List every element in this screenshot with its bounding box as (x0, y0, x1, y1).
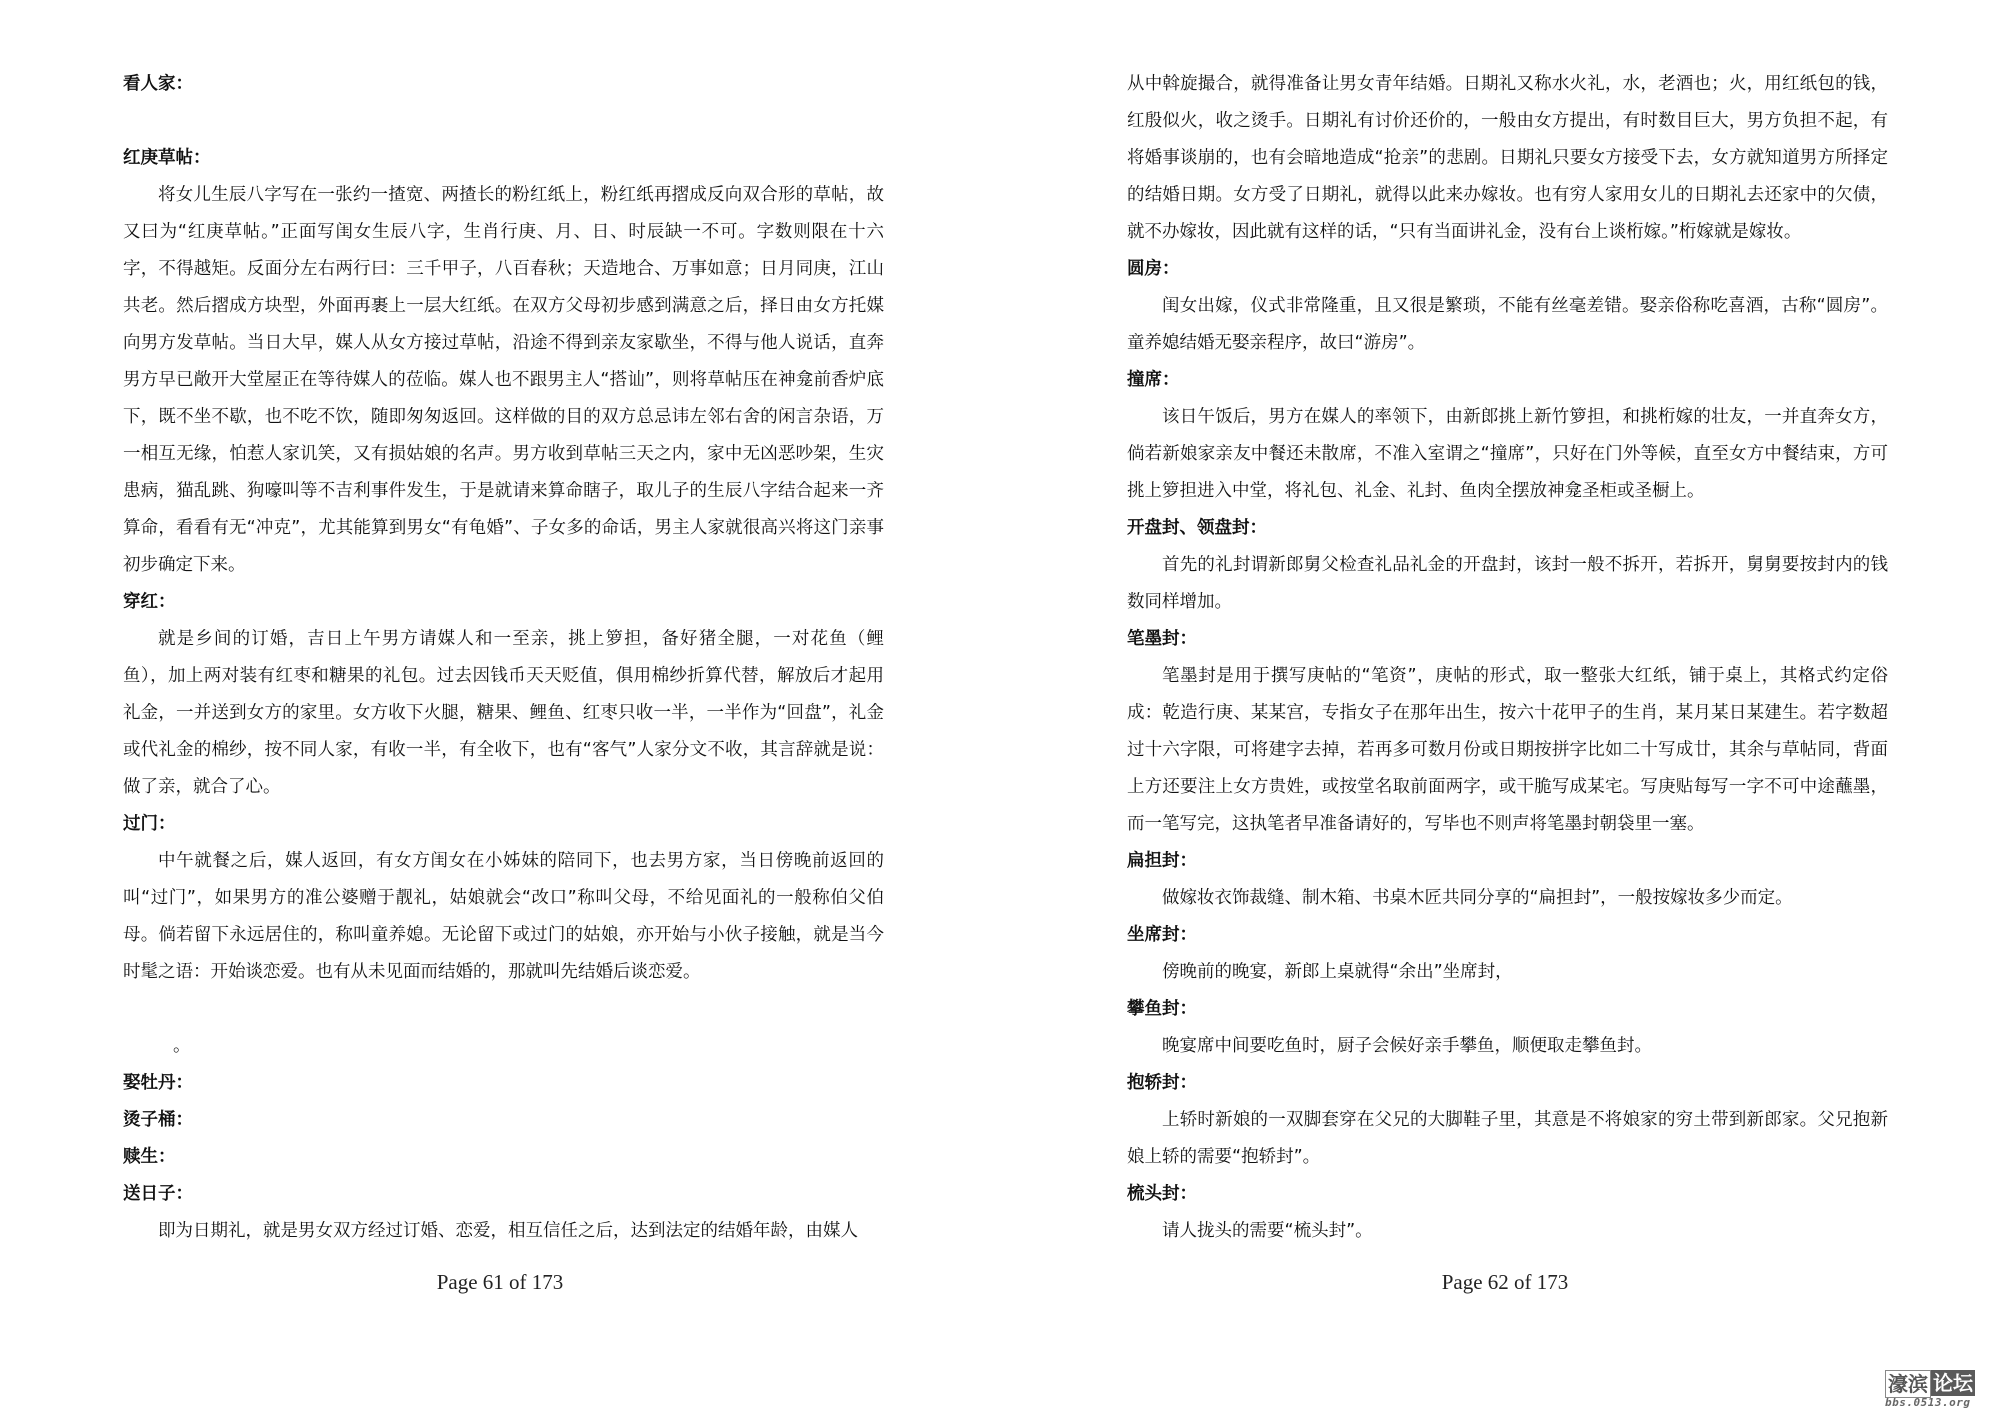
paragraph-biandanfeng: 做嫁妆衣饰裁缝、制木箱、书桌木匠共同分享的“扁担封”，一般按嫁妆多少而定。 (1162, 888, 1793, 908)
heading-guomen: 过门： (123, 814, 176, 834)
paragraph-zuoxifeng: 傍晚前的晚宴，新郎上桌就得“余出”坐席封， (1162, 962, 1513, 982)
forum-watermark-logo (1885, 1370, 1993, 1410)
heading-zuoxifeng: 坐席封： (1127, 925, 1197, 945)
page-number-left: Page 61 of 173 (436, 1270, 564, 1294)
left-page-column (123, 66, 884, 1250)
heading-honggeng: 红庚草帖： (123, 148, 211, 168)
paragraph-shutoufeng: 请人拢头的需要“梳头封”。 (1162, 1221, 1373, 1241)
stray-period: 。 (173, 1036, 191, 1056)
heading-songrizi: 送日子： (123, 1184, 193, 1204)
heading-kanrenjia: 看人家： (123, 74, 193, 94)
heading-yuanfang: 圆房： (1127, 259, 1180, 279)
heading-zhuangxi: 撞席： (1127, 370, 1180, 390)
paragraph-kaipanfeng: 首先的礼封谓新郎舅父检查礼品礼金的开盘封，该封一般不拆开，若拆开，舅舅要按封内的钱数同样增加。 (1127, 555, 1888, 612)
heading-bimofeng: 笔墨封： (1127, 629, 1197, 649)
heading-shusheng: 赎生： (123, 1147, 176, 1167)
right-page-column (1127, 66, 1888, 1250)
heading-chuanhong: 穿红： (123, 592, 176, 612)
heading-qumudan: 娶牡丹： (123, 1073, 193, 1093)
logo-text-part2: 论坛 (1933, 1371, 1973, 1395)
logo-url-text: bbs.0513.org (1885, 1396, 1971, 1409)
paragraph-zhuangxi: 该日午饭后，男方在媒人的率领下，由新郎挑上新竹箩担，和挑桁嫁的壮友，一并直奔女方，倘若新娘家亲友中餐还未散席，不准入室谓之“撞席”，只好在门外等候，直至女方中餐结束，方可挑上箩担进入中堂，将礼包、礼金、礼封、鱼肉全摆放神龛圣柜或圣橱上。 (1127, 407, 1888, 501)
paragraph-honggeng: 将女儿生辰八字写在一张约一揸宽、两揸长的粉红纸上，粉红纸再摺成反向双合形的草帖，故又曰为“红庚草帖。”正面写闺女生辰八字，生肖行庚、月、日、时辰缺一不可。字数则限在十六字，不得越矩。反面分左右两行曰：三千甲子，八百春秋；天造地合、万事如意；日月同庚，江山共老。然后摺成方块型，外面再裹上一层大红纸。在双方父母初步感到满意之后，择日由女方托媒向男方发草帖。当日大早，媒人从女方接过草帖，沿途不得到亲友家歇坐，不得与他人说话，直奔男方早已敞开大堂屋正在等待媒人的莅临。媒人也不跟男主人“搭讪”，则将草帖压在神龛前香炉底下，既不坐不歇，也不吃不饮，随即匆匆返回。这样做的目的双方总忌讳左邻右舍的闲言杂语，万一相互无缘，怕惹人家讥笑，又有损姑娘的名声。男方收到草帖三天之内，家中无凶恶吵架，生灾患病，猫乱跳、狗嚎叫等不吉利事件发生，于是就请来算命瞎子，取儿子的生辰八字结合起来一齐算命，看看有无“冲克”，尤其能算到男女“有龟婚”、子女多的命话，男主人家就很高兴将这门亲事初步确定下来。 (123, 185, 884, 575)
logo-text-part1: 濠滨 (1885, 1370, 1931, 1398)
page-number-right: Page 62 of 173 (1441, 1270, 1569, 1294)
heading-panyufeng: 攀鱼封： (1127, 999, 1197, 1019)
heading-kaipanfeng: 开盘封、领盘封： (1127, 518, 1267, 538)
paragraph-panyufeng: 晚宴席中间要吃鱼时，厨子会候好亲手攀鱼，顺便取走攀鱼封。 (1162, 1036, 1652, 1056)
paragraph-baojiaofeng: 上轿时新娘的一双脚套穿在父兄的大脚鞋子里，其意是不将娘家的穷土带到新郎家。父兄抱新娘上轿的需要“抱轿封”。 (1127, 1110, 1888, 1167)
heading-biandanfeng: 扁担封： (1127, 851, 1197, 871)
paragraph-continuation: 从中斡旋撮合，就得准备让男女青年结婚。日期礼又称水火礼，水，老酒也；火，用红纸包的钱，红殷似火，收之烫手。日期礼有讨价还价的，一般由女方提出，有时数目巨大，男方负担不起，有将婚事谈崩的，也有会暗地造成“抢亲”的悲剧。日期礼只要女方接受下去，女方就知道男方所择定的结婚日期。女方受了日期礼，就得以此来办嫁妆。也有穷人家用女儿的日期礼去还家中的欠债，就不办嫁妆，因此就有这样的话，“只有当面讲礼金，没有台上谈桁嫁。”桁嫁就是嫁妆。 (1127, 74, 1888, 242)
paragraph-guomen: 中午就餐之后，媒人返回，有女方闺女在小姊妹的陪同下，也去男方家，当日傍晚前返回的叫“过门”，如果男方的准公婆赠于靓礼，姑娘就会“改口”称叫父母，不给见面礼的一般称伯父伯母。倘若留下永远居住的，称叫童养媳。无论留下或过门的姑娘，亦开始与小伙子接触，就是当今时髦之语：开始谈恋爱。也有从未见面而结婚的，那就叫先结婚后谈恋爱。 (123, 851, 884, 982)
paragraph-bimofeng: 笔墨封是用于撰写庚帖的“笔资”，庚帖的形式，取一整张大红纸，铺于桌上，其格式约定俗成：乾造行庚、某某宫，专指女子在那年出生，按六十花甲子的生肖，某月某日某建生。若字数超过十六字限，可将建字去掉，若再多可数月份或日期按拼字比如二十写成廿，其余与草帖同，背面上方还要注上女方贵姓，或按堂名取前面两字，或干脆写成某宅。写庚贴每写一字不可中途蘸墨，而一笔写完，这执笔者早准备请好的，写毕也不则声将笔墨封朝袋里一塞。 (1127, 666, 1888, 834)
paragraph-songrizi: 即为日期礼，就是男女双方经过订婚、恋爱，相互信任之后，达到法定的结婚年龄，由媒人 (158, 1221, 858, 1241)
heading-tangzitong: 烫子桶： (123, 1110, 193, 1130)
heading-shutoufeng: 梳头封： (1127, 1184, 1197, 1204)
paragraph-chuanhong: 就是乡间的订婚，吉日上午男方请媒人和一至亲，挑上箩担，备好猪全腿，一对花鱼（鲤鱼），加上两对装有红枣和糖果的礼包。过去因钱币天天贬值，俱用棉纱折算代替，解放后才起用礼金，一并送到女方的家里。女方收下火腿，糖果、鲤鱼、红枣只收一半，一半作为“回盘”，礼金或代礼金的棉纱，按不同人家，有收一半，有全收下，也有“客气”人家分文不收，其言辞就是说：做了亲，就合了心。 (123, 629, 884, 797)
heading-baojiaofeng: 抱轿封： (1127, 1073, 1197, 1093)
paragraph-yuanfang: 闺女出嫁，仪式非常隆重，且又很是繁琐，不能有丝毫差错。娶亲俗称吃喜酒，古称“圆房”。童养媳结婚无娶亲程序，故曰“游房”。 (1127, 296, 1888, 353)
